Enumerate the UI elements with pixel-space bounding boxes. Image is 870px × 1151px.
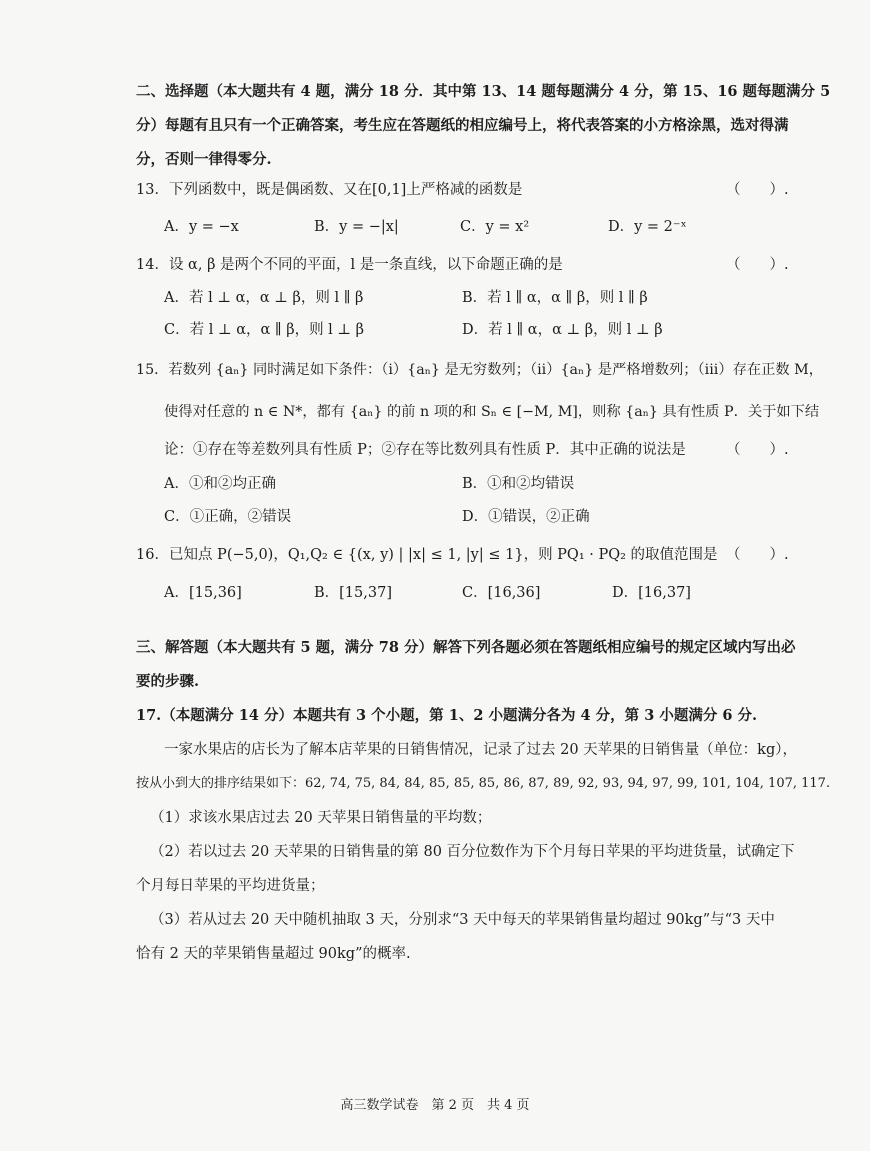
q15-option-c: C．①正确，②错误 (164, 509, 292, 525)
q15-line3: 论：①存在等差数列具有性质 P；②存在等比数列具有性质 P．其中正确的说法是 (164, 442, 686, 458)
q15-line1: 15．若数列 {aₙ} 同时满足如下条件：（i）{aₙ} 是无穷数列；（ii）{aₙ} 是严格增数列；（iii）存在正数 M， (136, 362, 823, 378)
section3-heading-line1: 三、解答题（本大题共有 5 题，满分 78 分）解答下列各题必须在答题纸相应编号的规定区域内写出必 (136, 639, 796, 656)
q14-option-b: B．若 l ∥ α，α ∥ β，则 l ∥ β (462, 290, 648, 306)
q17-subquestion-3-line1: （3）若从过去 20 天中随机抽取 3 天，分别求“3 天中每天的苹果销售量均超过 90kg”与“3 天中 (150, 912, 775, 928)
q16-stem: 16．已知点 P(−5,0)，Q₁,Q₂ ∈ {(x, y) | |x| ≤ 1, |y| ≤ 1}，则 PQ₁ · PQ₂ 的取值范围是 (136, 547, 718, 563)
q15-option-d: D．①错误，②正确 (462, 509, 590, 525)
page-footer: 高三数学试卷 第 2 页 共 4 页 (340, 1098, 530, 1113)
q14-option-c: C．若 l ⊥ α，α ∥ β，则 l ⊥ β (164, 322, 365, 338)
q14-stem: 14．设 α, β 是两个不同的平面，l 是一条直线，以下命题正确的是 (136, 257, 563, 273)
section3-heading-line2: 要的步骤. (136, 673, 200, 690)
q17-subquestion-1: （1）求该水果店过去 20 天苹果日销售量的平均数； (150, 810, 492, 826)
q17-subquestion-2-line1: （2）若以过去 20 天苹果的日销售量的第 80 百分位数作为下个月每日苹果的平均进货量，试确定下 (150, 844, 795, 860)
q14-option-d: D．若 l ∥ α，α ⊥ β，则 l ⊥ β (462, 322, 663, 338)
q17-paragraph-line2: 按从小到大的排序结果如下：62, 74, 75, 84, 84, 85, 85, 85, 86, 87, 89, 92, 93, 94, 97, 99, 101, 104, 107, 117. (136, 776, 831, 791)
q13-answer-paren: （ ）. (726, 182, 789, 198)
q17-subquestion-3-line2: 恰有 2 天的苹果销售量超过 90kg”的概率. (136, 946, 411, 962)
q15-answer-paren: （ ）. (726, 442, 789, 458)
q13-option-c: C．y = x² (460, 219, 530, 235)
q17-subquestion-2-line2: 个月每日苹果的平均进货量； (136, 878, 325, 894)
q13-option-a: A．y = −x (164, 219, 239, 235)
q14-option-a: A．若 l ⊥ α，α ⊥ β，则 l ∥ β (164, 290, 364, 306)
q15-option-b: B．①和②均错误 (462, 476, 575, 492)
q16-option-b: B．[15,37] (314, 585, 392, 601)
q13-option-b: B．y = −|x| (314, 219, 399, 235)
q16-answer-paren: （ ）. (726, 547, 789, 563)
section2-heading-line3: 分，否则一律得零分. (136, 151, 272, 168)
q14-answer-paren: （ ）. (726, 257, 789, 273)
q17-paragraph-line1: 一家水果店的店长为了解本店苹果的日销售情况，记录了过去 20 天苹果的日销售量（单位：kg）， (164, 742, 797, 758)
q13-option-d: D．y = 2⁻ˣ (608, 219, 687, 235)
q15-line2: 使得对任意的 n ∈ N*，都有 {aₙ} 的前 n 项的和 Sₙ ∈ [−M, M]，则称 {aₙ} 具有性质 P．关于如下结 (164, 404, 820, 420)
q16-option-c: C．[16,36] (462, 585, 541, 601)
section2-heading-line1: 二、选择题（本大题共有 4 题，满分 18 分．其中第 13、14 题每题满分 4 分，第 15、16 题每题满分 5 (136, 83, 831, 100)
q16-option-d: D．[16,37] (612, 585, 691, 601)
q17-heading: 17.（本题满分 14 分）本题共有 3 个小题，第 1、2 小题满分各为 4 分，第 3 小题满分 6 分. (136, 707, 758, 724)
section2-heading-line2: 分）每题有且只有一个正确答案，考生应在答题纸的相应编号上，将代表答案的小方格涂黑，选对得满 (136, 117, 789, 134)
q13-stem: 13．下列函数中，既是偶函数、又在[0,1]上严格减的函数是 (136, 182, 523, 198)
q15-option-a: A．①和②均正确 (164, 476, 276, 492)
q16-option-a: A．[15,36] (164, 585, 242, 601)
